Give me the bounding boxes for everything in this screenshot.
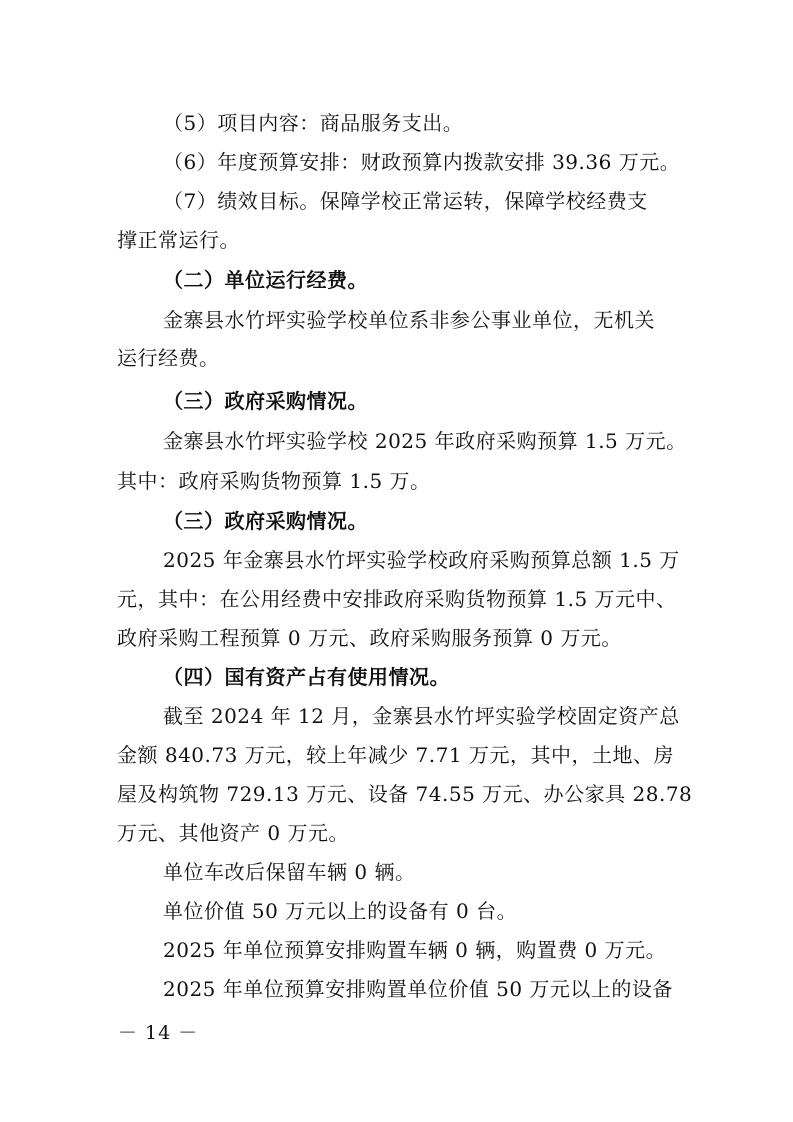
paragraph-operating-funds-cont: 运行经费。 [117, 346, 220, 370]
heading-unit-operating-funds: （二）单位运行经费。 [163, 268, 368, 292]
paragraph-assets: 截至 2024 年 12 月，金寨县水竹坪实验学校固定资产总 [163, 704, 680, 728]
paragraph-vehicles: 单位车改后保留车辆 0 辆。 [163, 860, 416, 884]
paragraph-operating-funds: 金寨县水竹坪实验学校单位系非参公事业单位，无机关 [163, 308, 655, 332]
heading-state-assets: （四）国有资产占有使用情况。 [163, 665, 450, 689]
paragraph-assets-cont1: 金额 840.73 万元，较上年减少 7.71 万元，其中，土地、房 [117, 743, 674, 767]
item-7-goal-cont: 撑正常运行。 [117, 228, 240, 252]
paragraph-procurement-1-cont: 其中：政府采购货物预算 1.5 万。 [117, 469, 431, 493]
paragraph-assets-cont2: 屋及构筑物 729.13 万元、设备 74.55 万元、办公家具 28.78 [117, 782, 693, 806]
paragraph-procurement-2-cont2: 政府采购工程预算 0 万元、政府采购服务预算 0 万元。 [117, 626, 622, 650]
paragraph-equipment: 单位价值 50 万元以上的设备有 0 台。 [163, 899, 518, 923]
paragraph-vehicle-purchase: 2025 年单位预算安排购置车辆 0 辆，购置费 0 万元。 [163, 938, 667, 962]
paragraph-procurement-1: 金寨县水竹坪实验学校 2025 年政府采购预算 1.5 万元。 [163, 429, 687, 453]
paragraph-procurement-2: 2025 年金寨县水竹坪实验学校政府采购预算总额 1.5 万 [163, 548, 680, 572]
item-7-goal: （7）绩效目标。保障学校正常运转，保障学校经费支 [163, 189, 648, 213]
item-5-content: （5）项目内容：商品服务支出。 [163, 111, 464, 135]
item-6-budget: （6）年度预算安排：财政预算内拨款安排 39.36 万元。 [163, 150, 681, 174]
page-number: － 14 － [118, 1022, 199, 1044]
paragraph-procurement-2-cont1: 元，其中：在公用经费中安排政府采购货物预算 1.5 万元中、 [117, 587, 677, 611]
heading-procurement-1: （三）政府采购情况。 [163, 389, 368, 413]
heading-procurement-2: （三）政府采购情况。 [163, 509, 368, 533]
paragraph-equipment-purchase: 2025 年单位预算安排购置单位价值 50 万元以上的设备 [163, 977, 673, 1001]
paragraph-assets-cont3: 万元、其他资产 0 万元。 [117, 821, 349, 845]
